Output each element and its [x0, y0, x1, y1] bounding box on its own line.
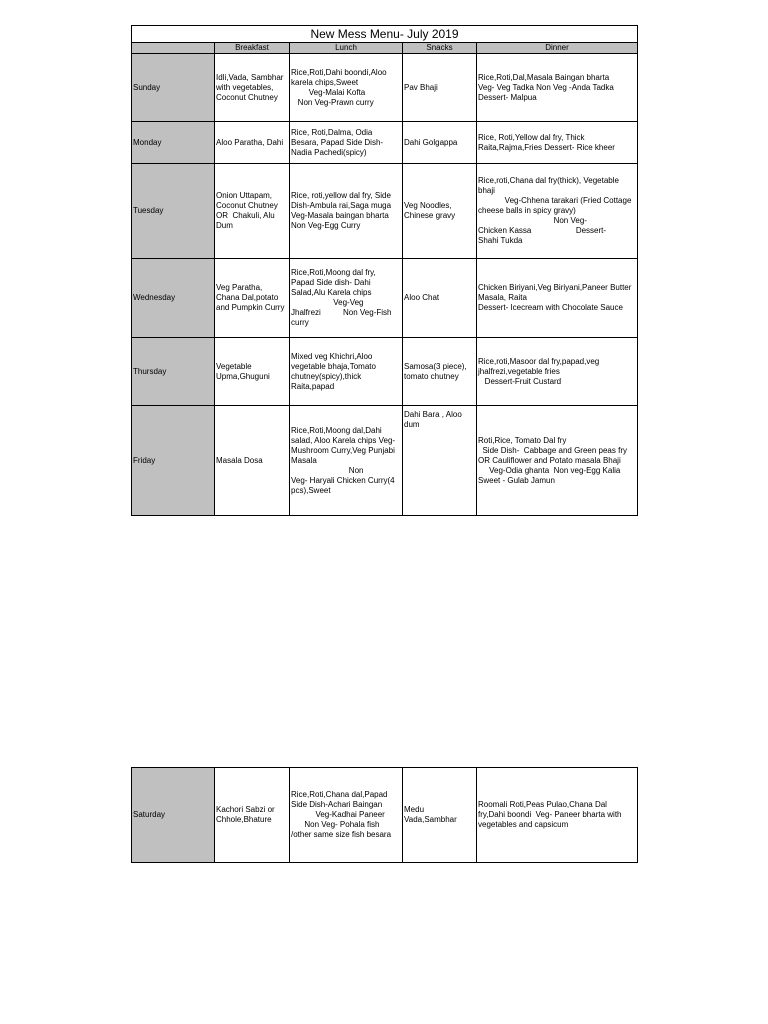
day-cell: Monday [132, 122, 215, 164]
column-header-breakfast: Breakfast [215, 43, 290, 54]
lunch-cell: Rice,Roti,Moong dal fry, Papad Side dish- Dahi Salad,Alu Karela chips Veg-Veg Jhalfrezi Non Veg-Fish curry [290, 259, 403, 338]
header-row [132, 43, 638, 54]
table-row [132, 122, 638, 164]
breakfast-cell: Onion Uttapam, Coconut Chutney OR Chakuli, Alu Dum [215, 164, 290, 259]
dinner-cell: Chicken Biriyani,Veg Biriyani,Paneer Butter Masala, Raita Dessert- Icecream with Chocolate Sauce [477, 259, 638, 338]
column-header-snacks: Snacks [403, 43, 477, 54]
table-row [132, 338, 638, 406]
dinner-cell: Roti,Rice, Tomato Dal fry Side Dish- Cabbage and Green peas fry OR Cauliflower and Potato masala Bhaji Veg-Odia ghanta Non veg-Egg Kalia Sweet - Gulab Jamun [477, 406, 638, 516]
column-header-day [132, 43, 215, 54]
snacks-cell: Medu Vada,Sambhar [403, 768, 477, 863]
breakfast-cell: Masala Dosa [215, 406, 290, 516]
breakfast-cell: Veg Paratha, Chana Dal,potato and Pumpkin Curry [215, 259, 290, 338]
day-cell: Saturday [132, 768, 215, 863]
lunch-cell: Rice,Roti,Dahi boondi,Aloo karela chips,Sweet Veg-Malai Kofta Non Veg-Prawn curry [290, 54, 403, 122]
snacks-cell: Samosa(3 piece), tomato chutney [403, 338, 477, 406]
saturday-table [131, 767, 638, 863]
day-cell: Thursday [132, 338, 215, 406]
day-cell: Sunday [132, 54, 215, 122]
menu-title: New Mess Menu- July 2019 [132, 26, 638, 43]
day-cell: Wednesday [132, 259, 215, 338]
lunch-cell: Rice, roti,yellow dal fry, Side Dish-Ambula rai,Saga muga Veg-Masala baingan bharta Non Veg-Egg Curry [290, 164, 403, 259]
column-header-dinner: Dinner [477, 43, 638, 54]
lunch-cell: Mixed veg Khichri,Aloo vegetable bhaja,Tomato chutney(spicy),thick Raita,papad [290, 338, 403, 406]
snacks-cell: Aloo Chat [403, 259, 477, 338]
table-row [132, 54, 638, 122]
mess-menu-table [131, 25, 638, 516]
table-row [132, 164, 638, 259]
table-row [132, 406, 638, 516]
breakfast-cell: Kachori Sabzi or Chhole,Bhature [215, 768, 290, 863]
lunch-cell: Rice,Roti,Moong dal,Dahi salad, Aloo Karela chips Veg-Mushroom Curry,Veg Punjabi Masala Non Veg- Haryali Chicken Curry(4 pcs),Sweet [290, 406, 403, 516]
lunch-cell: Rice, Roti,Dalma, Odia Besara, Papad Side Dish-Nadia Pachedi(spicy) [290, 122, 403, 164]
dinner-cell: Rice,Roti,Dal,Masala Baingan bharta Veg- Veg Tadka Non Veg -Anda Tadka Dessert- Malpua [477, 54, 638, 122]
snacks-cell: Pav Bhaji [403, 54, 477, 122]
breakfast-cell: Idli,Vada, Sambhar with vegetables, Coconut Chutney [215, 54, 290, 122]
dinner-cell: Rice,roti,Chana dal fry(thick), Vegetable bhaji Veg-Chhena tarakari (Fried Cottage cheese balls in spicy gravy) Non Veg- Chicken Kassa Dessert- Shahi Tukda [477, 164, 638, 259]
snacks-cell: Dahi Bara , Aloo dum [403, 406, 477, 516]
breakfast-cell: Vegetable Upma,Ghuguni [215, 338, 290, 406]
dinner-cell: Rice, Roti,Yellow dal fry, Thick Raita,Rajma,Fries Dessert- Rice kheer [477, 122, 638, 164]
day-cell: Tuesday [132, 164, 215, 259]
column-header-lunch: Lunch [290, 43, 403, 54]
day-cell: Friday [132, 406, 215, 516]
lunch-cell: Rice,Roti,Chana dal,Papad Side Dish-Achari Baingan Veg-Kadhai Paneer Non Veg- Pohala fish /other same size fish besara [290, 768, 403, 863]
dinner-cell: Roomali Roti,Peas Pulao,Chana Dal fry,Dahi boondi Veg- Paneer bharta with vegetables and capsicum [477, 768, 638, 863]
snacks-cell: Dahi Golgappa [403, 122, 477, 164]
breakfast-cell: Aloo Paratha, Dahi [215, 122, 290, 164]
dinner-cell: Rice,roti,Masoor dal fry,papad,veg jhalfrezi,vegetable fries Dessert-Fruit Custard [477, 338, 638, 406]
snacks-cell: Veg Noodles, Chinese gravy [403, 164, 477, 259]
table-row [132, 259, 638, 338]
table-row [132, 768, 638, 863]
